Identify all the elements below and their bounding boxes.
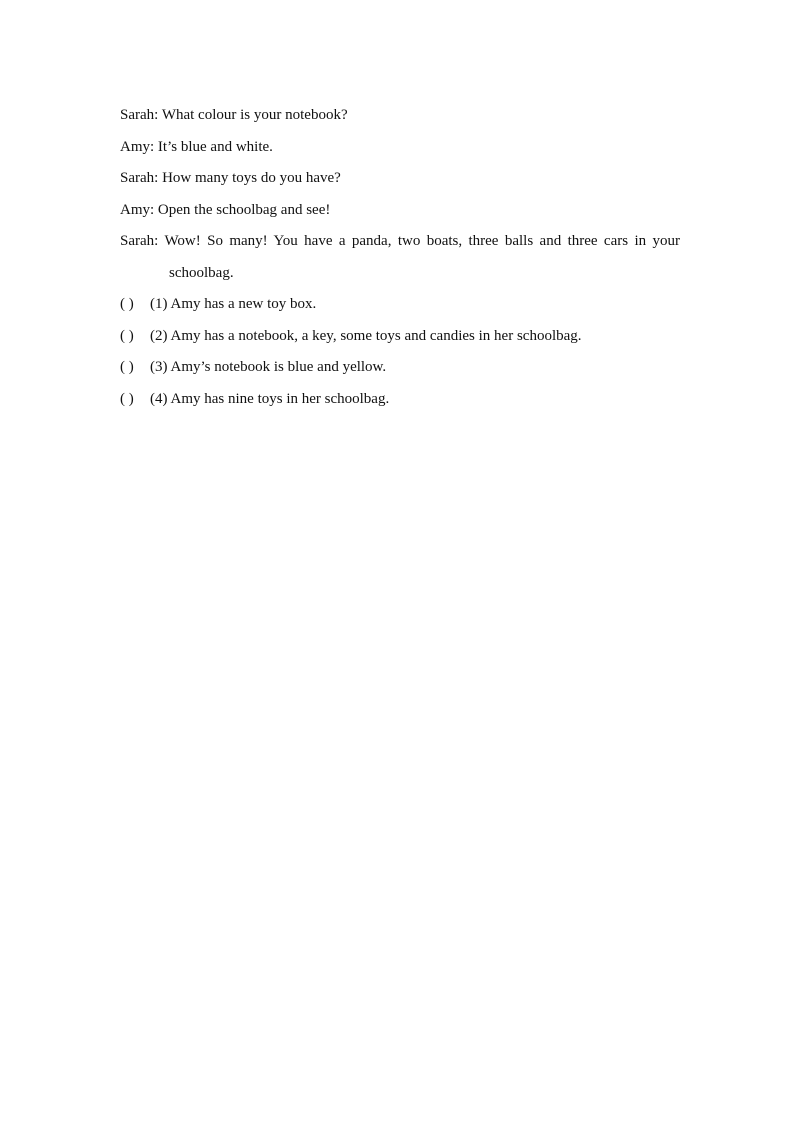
dialogue-text: Open the schoolbag and see! xyxy=(157,201,331,218)
dialogue-continuation: schoolbag. xyxy=(169,264,234,281)
dialogue-line xyxy=(120,100,680,132)
speaker-name: Amy: xyxy=(120,138,155,155)
question-number: (3) xyxy=(150,359,168,375)
question-number: (2) xyxy=(150,327,168,344)
dialogue-text: Wow! So many! You have a panda, two boats, three balls and three cars in your xyxy=(164,233,680,249)
dialogue-text: It’s blue and white. xyxy=(157,138,273,155)
question-item xyxy=(120,321,680,353)
question-text: Amy has nine toys in her schoolbag. xyxy=(170,390,390,407)
question-number: (4) xyxy=(150,390,168,407)
question-number: (1) xyxy=(150,296,168,312)
question-item xyxy=(120,384,680,416)
question-item xyxy=(120,289,680,321)
speaker-name: Sarah: xyxy=(120,170,159,186)
question-text: Amy’s notebook is blue and yellow. xyxy=(170,359,387,375)
page-content xyxy=(120,100,680,415)
question-text: Amy has a notebook, a key, some toys and candies in her schoolbag. xyxy=(170,327,582,344)
question-item xyxy=(120,352,680,384)
dialogue-text: What colour is your notebook? xyxy=(161,107,348,123)
dialogue-line xyxy=(120,195,680,227)
speaker-name: Amy: xyxy=(120,201,155,218)
dialogue-line xyxy=(120,226,680,258)
speaker-name: Sarah: xyxy=(120,233,159,249)
speaker-name: Sarah: xyxy=(120,107,159,123)
question-text: Amy has a new toy box. xyxy=(170,296,317,312)
answer-blank: ( ) xyxy=(120,296,134,312)
answer-blank: ( ) xyxy=(120,359,134,375)
answer-blank: ( ) xyxy=(120,390,134,407)
dialogue-text: How many toys do you have? xyxy=(162,170,341,186)
dialogue-line xyxy=(120,163,680,195)
dialogue-line xyxy=(120,132,680,164)
answer-blank: ( ) xyxy=(120,327,134,344)
